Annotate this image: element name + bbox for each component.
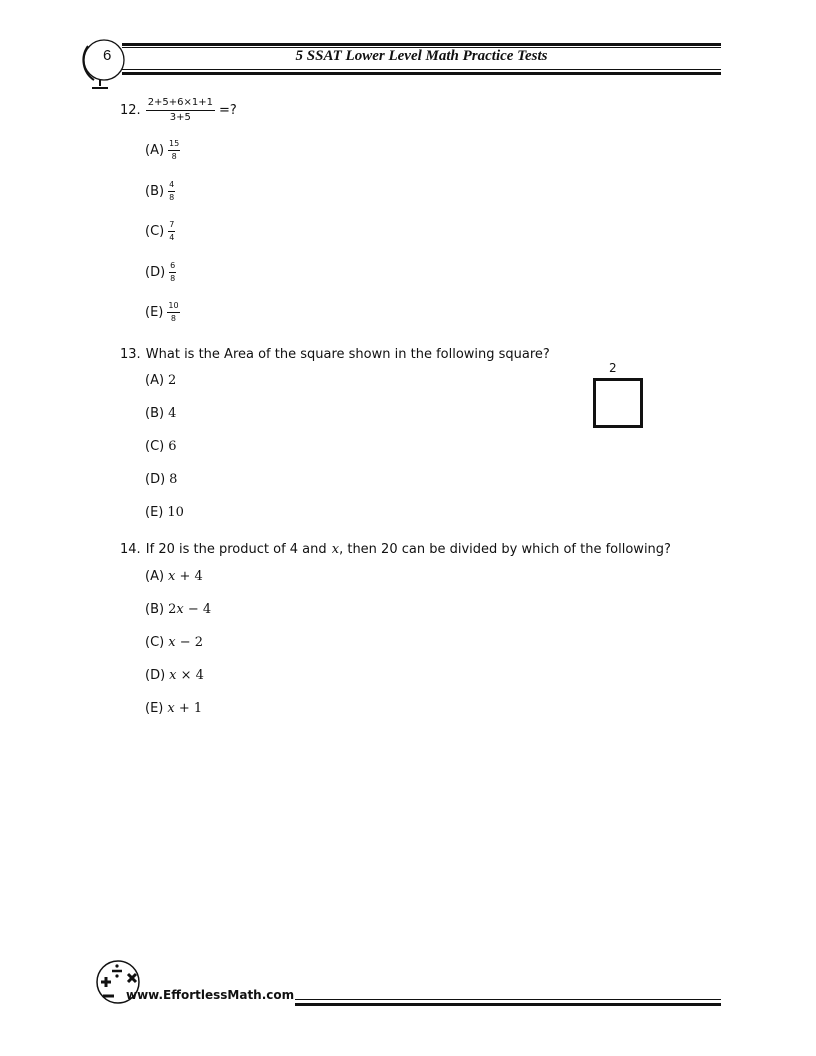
answer-option[interactable]	[145, 602, 211, 617]
fraction-numerator: 2+5+6×1+1	[147, 97, 214, 108]
fraction-bar	[169, 272, 176, 273]
square-figure	[593, 378, 643, 428]
option-fraction	[168, 221, 175, 242]
answer-option[interactable]	[145, 569, 203, 584]
option-label: (B)	[145, 184, 165, 199]
fraction-denominator: 3+5	[169, 112, 191, 123]
option-label: (D)	[145, 265, 166, 280]
option-label: (C)	[145, 635, 165, 650]
fraction-bar	[146, 110, 215, 111]
question-text-continued: , then 20 can be divided by which of the following?	[339, 542, 671, 557]
square-side-label: 2	[609, 361, 617, 375]
header-rule-top	[122, 43, 721, 46]
option-label: (C)	[145, 439, 165, 454]
question-12-fraction	[146, 98, 215, 123]
answer-option[interactable]	[145, 701, 202, 716]
option-value: 2	[168, 373, 177, 388]
header-title: 5 SSAT Lower Level Math Practice Tests	[295, 48, 548, 64]
fraction-numerator: 10	[168, 301, 179, 310]
option-variable: x	[176, 602, 184, 617]
answer-option[interactable]	[145, 439, 177, 454]
option-operation: + 4	[175, 569, 203, 584]
question-number: 14.	[120, 542, 141, 557]
footer-rule-thick	[295, 1003, 721, 1006]
question-13-stem	[120, 343, 550, 362]
option-value: 4	[168, 406, 177, 421]
fraction-denominator: 8	[170, 274, 176, 283]
option-operation: − 4	[183, 602, 212, 617]
option-fraction	[169, 262, 176, 283]
fraction-denominator: 8	[170, 314, 176, 323]
answer-option[interactable]	[145, 140, 180, 161]
option-fraction	[167, 302, 179, 323]
option-value: 8	[169, 472, 178, 487]
option-operation: + 1	[174, 701, 203, 716]
option-label: (B)	[145, 406, 165, 421]
fraction-numerator: 7	[169, 220, 175, 229]
question-number: 12.	[120, 103, 141, 118]
option-fraction	[168, 181, 175, 202]
answer-option[interactable]	[145, 472, 177, 487]
fraction-denominator: 8	[169, 193, 175, 202]
question-number: 13.	[120, 347, 141, 362]
answer-option[interactable]	[145, 635, 203, 650]
question-12-stem	[120, 98, 237, 123]
fraction-bar	[168, 150, 180, 151]
option-label: (C)	[145, 224, 165, 239]
fraction-numerator: 4	[169, 180, 175, 189]
option-label: (D)	[145, 472, 166, 487]
option-label: (A)	[145, 143, 165, 158]
option-variable: x	[169, 668, 177, 683]
option-label: (E)	[145, 505, 164, 520]
question-text: What is the Area of the square shown in the following square?	[145, 347, 550, 362]
option-value: 6	[168, 439, 177, 454]
option-label: (A)	[145, 373, 165, 388]
option-label: (E)	[145, 701, 164, 716]
answer-option[interactable]	[145, 262, 176, 283]
option-value: 10	[167, 505, 184, 520]
header-rule-bottom	[122, 72, 721, 75]
option-label: (D)	[145, 668, 166, 683]
option-variable: x	[168, 635, 176, 650]
answer-option[interactable]	[145, 406, 176, 421]
fraction-denominator: 8	[171, 152, 177, 161]
question-14-stem	[120, 538, 671, 557]
question-text: If 20 is the product of 4 and	[145, 542, 327, 557]
option-variable: x	[167, 701, 175, 716]
fraction-bar	[167, 312, 179, 313]
answer-option[interactable]	[145, 221, 175, 242]
option-fraction	[168, 140, 180, 161]
option-coefficient: 2	[168, 602, 177, 617]
answer-option[interactable]	[145, 505, 184, 520]
option-label: (B)	[145, 602, 165, 617]
fraction-denominator: 4	[169, 233, 175, 242]
footer-website-link[interactable]: www.EffortlessMath.com	[126, 988, 295, 1002]
fraction-bar	[168, 191, 175, 192]
footer-rule-thin	[295, 999, 721, 1000]
fraction-numerator: 15	[169, 139, 180, 148]
header-rule-bottom-thin	[122, 69, 721, 70]
page-number: 6	[103, 47, 112, 64]
fraction-bar	[168, 231, 175, 232]
option-operation: − 2	[175, 635, 204, 650]
answer-option[interactable]	[145, 302, 180, 323]
answer-option[interactable]	[145, 181, 175, 202]
option-operation: × 4	[176, 668, 204, 683]
question-12-suffix: =?	[219, 103, 237, 118]
option-label: (A)	[145, 569, 165, 584]
answer-option[interactable]	[145, 668, 204, 683]
answer-option[interactable]	[145, 373, 176, 388]
variable-x: x	[331, 542, 340, 557]
option-variable: x	[168, 569, 176, 584]
fraction-numerator: 6	[170, 261, 176, 270]
option-label: (E)	[145, 305, 164, 320]
